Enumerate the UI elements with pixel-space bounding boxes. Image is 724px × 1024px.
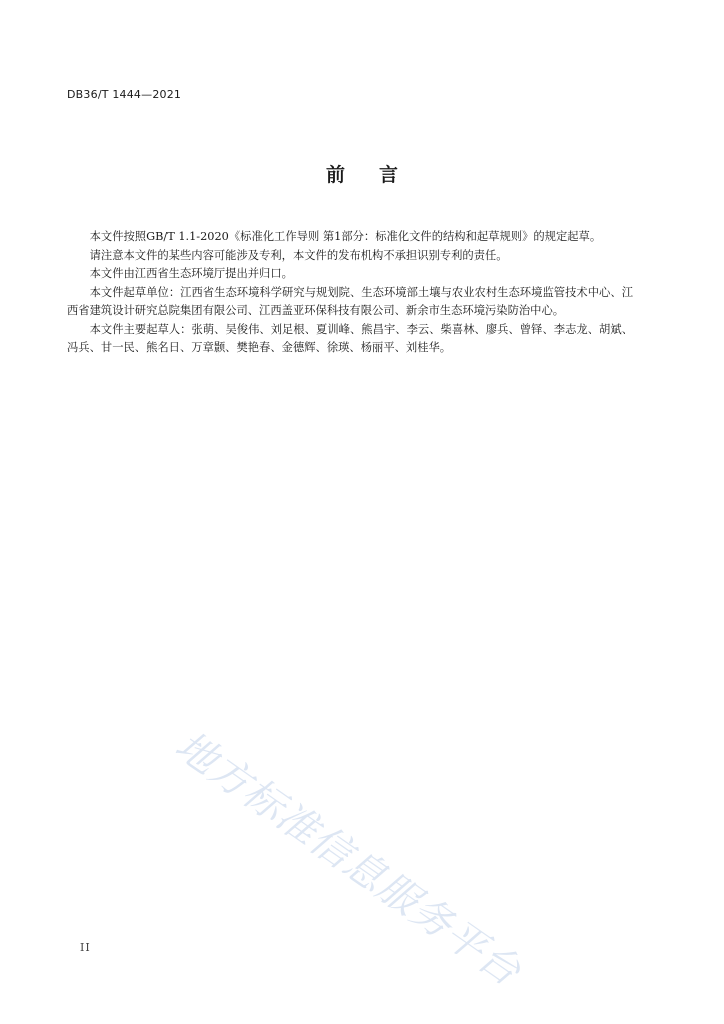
paragraph-drafting-units: 本文件起草单位：江西省生态环境科学研究与规划院、生态环境部土壤与农业农村生态环境监管技术中心、江西省建筑设计研究总院集团有限公司、江西盖亚环保科技有限公司、新余市生态环境污染防治中心。 (67, 285, 633, 317)
paragraph-patent-notice: 请注意本文件的某些内容可能涉及专利，本文件的发布机构不承担识别专利的责任。 (89, 248, 508, 262)
paragraph-drafting-rules: 本文件按照GB/T 1.1-2020《标准化工作导则 第1部分：标准化文件的结构和起草规则》的规定起草。 (89, 230, 602, 243)
watermark: 地方标准信息服务平台 (166, 722, 530, 996)
page-title: 前言 (325, 164, 432, 186)
document-code: DB36/T 1444—2021 (67, 88, 182, 101)
paragraph-drafters: 本文件主要起草人：张萌、吴俊伟、刘足根、夏训峰、熊昌宇、李云、柴喜林、廖兵、曾铎、李志龙、胡斌、冯兵、甘一民、熊名日、万章颢、樊艳春、金德辉、徐瑛、杨丽平、刘桂华。 (67, 322, 633, 354)
paragraph-proposer: 本文件由江西省生态环境厅提出并归口。 (89, 267, 293, 280)
page-number: II (80, 941, 91, 954)
document-body (67, 228, 633, 358)
